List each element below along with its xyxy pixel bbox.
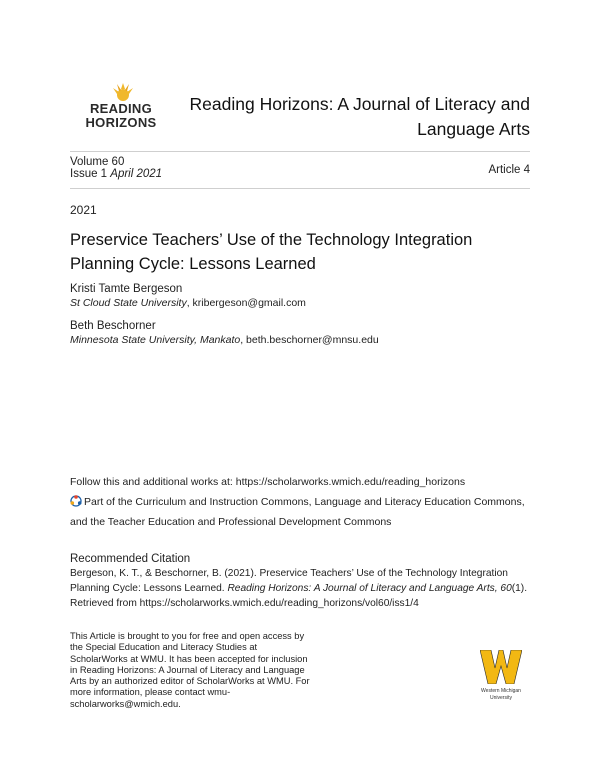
- author-email: , beth.beschorner@mnsu.edu: [240, 334, 379, 346]
- affiliation-name: Minnesota State University, Mankato: [70, 334, 241, 346]
- logo-text-horizons: HORIZONS: [85, 115, 157, 130]
- reading-horizons-logo[interactable]: [76, 82, 166, 134]
- author-email: , kribergeson@gmail.com: [186, 297, 306, 309]
- wmu-logo[interactable]: [470, 650, 532, 710]
- author-name[interactable]: Beth Beschorner: [70, 320, 156, 332]
- divider-bottom: [70, 188, 530, 189]
- sun-leaf-icon: [110, 82, 136, 102]
- logo-text-reading: READING: [89, 101, 153, 116]
- network-icon: [70, 495, 82, 507]
- author-name[interactable]: Kristi Tamte Bergeson: [70, 283, 183, 295]
- article-title[interactable]: Preservice Teachers’ Use of the Technology Integration Planning Cycle: Lessons Learned: [70, 231, 473, 273]
- issue-date: April 2021: [110, 168, 163, 180]
- publication-year: 2021: [70, 203, 97, 217]
- citation-pre: Bergeson, K. T., & Beschorner, B. (2021). Preservice Teachers’ Use of the Technology Integration Planning Cycle: Lessons Learned.: [70, 568, 508, 594]
- access-notice: This Article is brought to you for free and open access by the Special Education and Literacy Studies at ScholarWorks at WMU. It has been accepted for inclusion in Reading Horizons: A Journal of Literacy and Language Arts by an authorized editor of ScholarWorks at WMU. For more information, please contact wmu-scholarworks@wmich.edu.: [70, 631, 310, 709]
- issue-number: Issue 1: [70, 168, 108, 180]
- wmu-w-icon: [480, 650, 522, 684]
- divider-top: [70, 151, 530, 152]
- article-number[interactable]: Article 4: [488, 164, 530, 176]
- journal-title[interactable]: Reading Horizons: A Journal of Literacy and Language Arts: [189, 94, 530, 139]
- wmu-text-line2: University: [490, 695, 512, 701]
- citation-journal: Reading Horizons: A Journal of Literacy and Language Arts, 60: [227, 583, 512, 594]
- citation-post: (1). Retrieved from https://scholarworks.wmich.edu/reading_horizons/vol60/iss1/4: [70, 583, 528, 609]
- issue-line[interactable]: [70, 168, 162, 180]
- wmu-text-line1: Western Michigan: [481, 688, 521, 694]
- affiliation-name: St Cloud State University: [70, 297, 187, 309]
- follow-link[interactable]: Follow this and additional works at: https://scholarworks.wmich.edu/reading_horizons: [70, 476, 466, 488]
- citation-heading: Recommended Citation: [70, 553, 191, 565]
- author-affiliation: [70, 334, 379, 346]
- part-of-text: Part of the Curriculum and Instruction Commons, Language and Literacy Education Commons, and the Teacher Education and Professional Development Commons: [70, 496, 525, 528]
- part-of-commons[interactable]: [70, 492, 530, 532]
- author-affiliation: [70, 297, 306, 309]
- volume-label[interactable]: Volume 60: [70, 156, 125, 168]
- citation-text: [70, 566, 540, 611]
